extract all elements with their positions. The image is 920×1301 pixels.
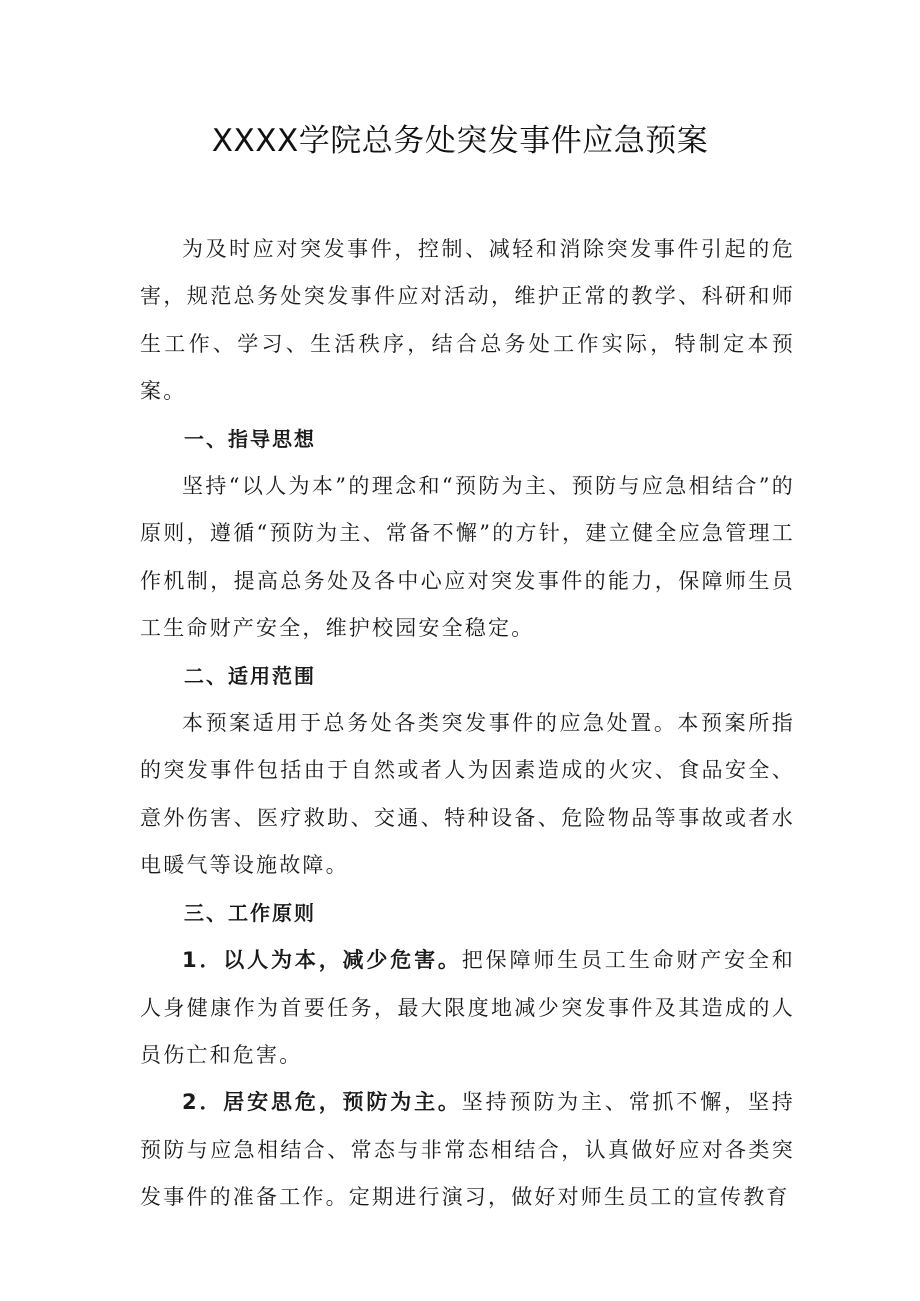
principle-item-2-lead: 2．居安思危，预防为主。 (182, 1090, 462, 1115)
principle-item-1-lead: 1．以人为本，减少危害。 (182, 948, 462, 973)
intro-paragraph: 为及时应对突发事件，控制、减轻和消除突发事件引起的危害，规范总务处突发事件应对活动，维护正常的教学、科研和师生工作、学习、生活秩序，结合总务处工作实际，特制定本预案。 (140, 237, 795, 404)
principle-item-1-text: 把保障师生员工生命财产安全和人身健康作为首要任务，最大限度地减少突发事件及其造成的人员伤亡和危害。 (140, 948, 795, 1067)
principle-item-2 (140, 1079, 795, 1221)
section-heading-principles: 三、工作原则 (184, 900, 316, 925)
principle-item-1 (140, 937, 795, 1079)
section-paragraph-guiding-ideology: 坚持“以人为本”的理念和“预防为主、预防与应急相结合”的原则，遵循“预防为主、常备不懈”的方针，建立健全应急管理工作机制，提高总务处及各中心应对突发事件的能力，保障师生员工生命财产安全，维护校园安全稳定。 (140, 474, 795, 641)
section-paragraph-scope: 本预案适用于总务处各类突发事件的应急处置。本预案所指的突发事件包括由于自然或者人为因素造成的火灾、食品安全、意外伤害、医疗救助、交通、特种设备、危险物品等事故或者水电暖气等设施故障。 (140, 711, 795, 878)
principle-item-2-text: 坚持预防为主、常抓不懈，坚持预防与应急相结合、常态与非常态相结合，认真做好应对各类突发事件的准备工作。定期进行演习，做好对师生员工的宣传教育 (140, 1090, 795, 1210)
document-title: XXXX学院总务处突发事件应急预案 (211, 123, 709, 159)
section-heading-guiding-ideology: 一、指导思想 (184, 426, 316, 451)
section-heading-scope: 二、适用范围 (184, 663, 316, 688)
document-body (140, 226, 795, 1222)
